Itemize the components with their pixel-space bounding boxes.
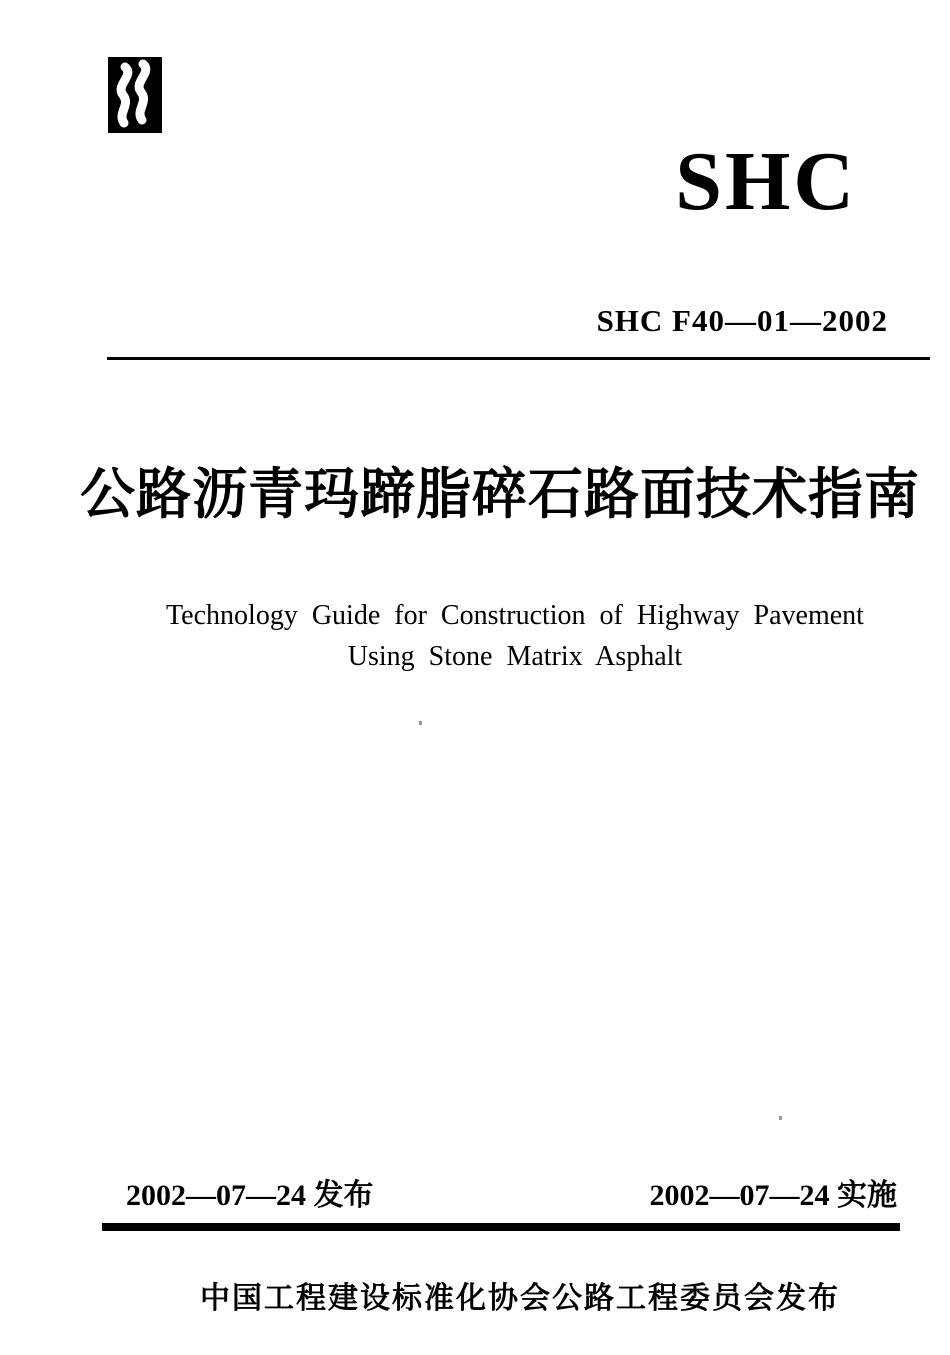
document-title-english-line1: Technology Guide for Construction of Highway Pavement	[166, 600, 864, 631]
standard-org-code: SHC	[675, 135, 857, 228]
publisher-line: 中国工程建设标准化协会公路工程委员会发布	[200, 1282, 840, 1315]
double-s-icon	[108, 57, 162, 133]
scan-artifact-dot	[779, 1116, 782, 1120]
bottom-border-rule	[102, 1223, 900, 1231]
association-logo	[108, 57, 162, 133]
standard-number: SHC F40—01—2002	[596, 303, 888, 338]
scan-artifact-dot	[419, 721, 422, 725]
header-divider-rule	[107, 357, 930, 360]
document-title-chinese: 公路沥青玛蹄脂碎石路面技术指南	[80, 464, 921, 525]
document-title-english-line2: Using Stone Matrix Asphalt	[347, 641, 683, 672]
effective-date: 2002—07—24 实施	[649, 1179, 897, 1212]
issue-date: 2002—07—24 发布	[126, 1179, 374, 1212]
